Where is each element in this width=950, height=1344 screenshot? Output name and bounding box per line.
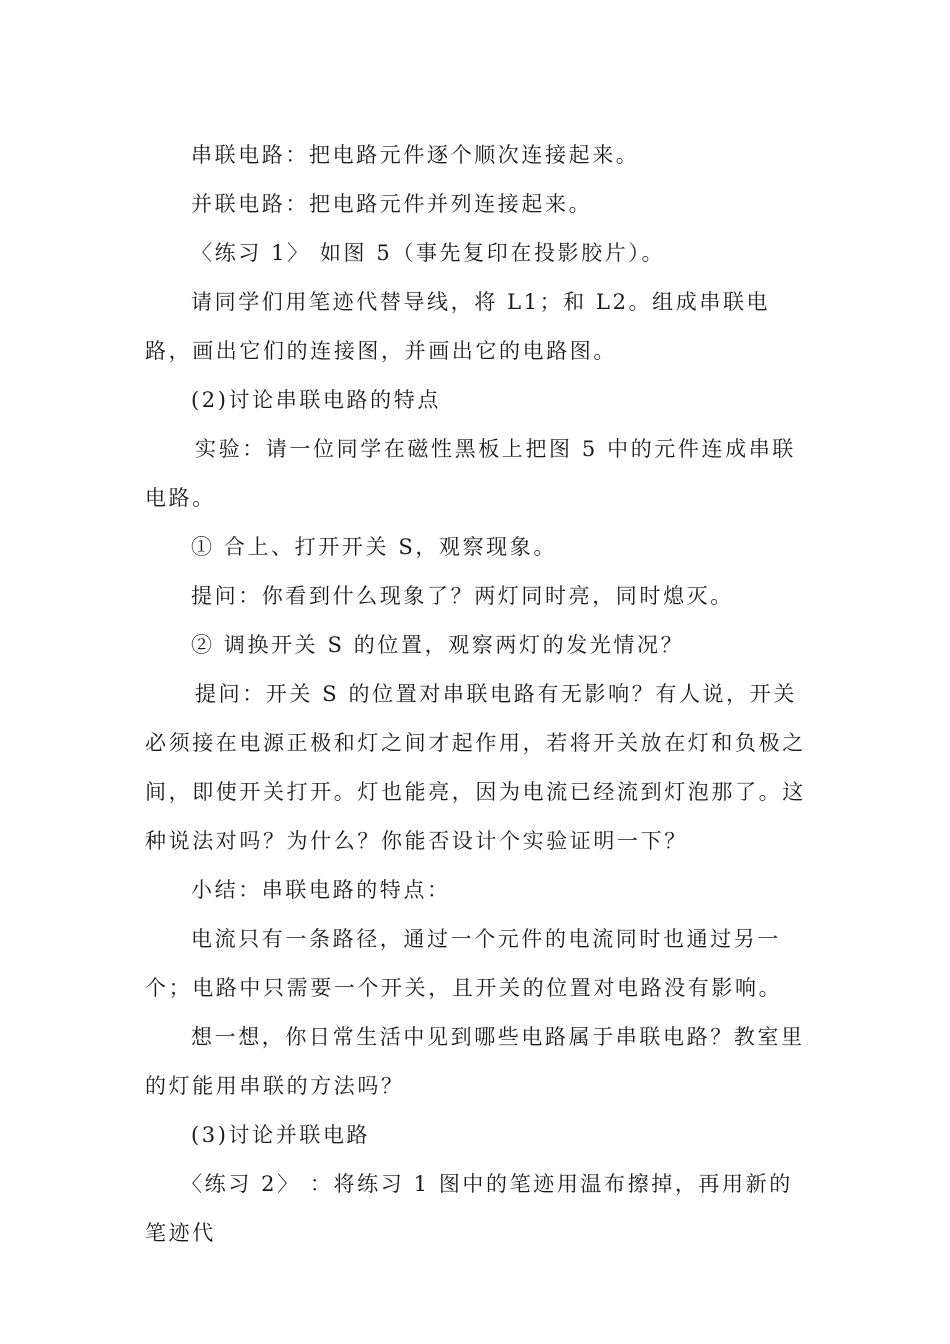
paragraph-experiment: 实验：请一位同学在磁性黑板上把图 5 中的元件连成串联电路。 [145,437,796,510]
paragraph-exercise-1: 〈练习 1〉 如图 5（事先复印在投影胶片）。 [191,241,666,265]
paragraph-question-1: 提问：你看到什么现象了？两灯同时亮，同时熄灭。 [191,584,734,608]
paragraph-exercise-2: 〈练习 2〉 ：将练习 1 图中的笔迹用温布擦掉，再用新的笔迹代 [145,1172,793,1245]
document-body [145,131,810,1258]
section-heading-parallel: (3)讨论并联电路 [191,1123,371,1147]
paragraph-series-definition: 串联电路：把电路元件逐个顺次连接起来。 [191,143,640,167]
paragraph-think: 想一想，你日常生活中见到哪些电路属于串联电路？教室里的灯能用串联的方法吗？ [145,1025,805,1098]
paragraph-summary-body: 电流只有一条路径，通过一个元件的电流同时也通过另一个；电路中只需要一个开关，且开关的位置对电路没有影响。 [145,927,783,1000]
paragraph-parallel-definition: 并联电路：把电路元件并列连接起来。 [191,192,593,216]
paragraph-exercise-1-instruction: 请同学们用笔迹代替导线，将 L1；和 L2。组成串联电路，画出它们的连接图，并画出它的电路图。 [145,290,771,363]
paragraph-step-2: ② 调换开关 S 的位置，观察两灯的发光情况？ [191,633,685,657]
section-heading-series-features: (2)讨论串联电路的特点 [191,388,441,412]
paragraph-summary-heading: 小结：串联电路的特点： [191,878,451,902]
paragraph-question-2: 提问：开关 S 的位置对串联电路有无影响？有人说，开关必须接在电源正极和灯之间才起作用，若将开关放在灯和负极之间，即使开关打开。灯也能亮，因为电流已经流到灯泡那了。这种说法对吗？为什么？你能否设计个实验证明一下？ [145,682,806,853]
paragraph-step-1: ① 合上、打开开关 S，观察现象。 [191,535,557,559]
